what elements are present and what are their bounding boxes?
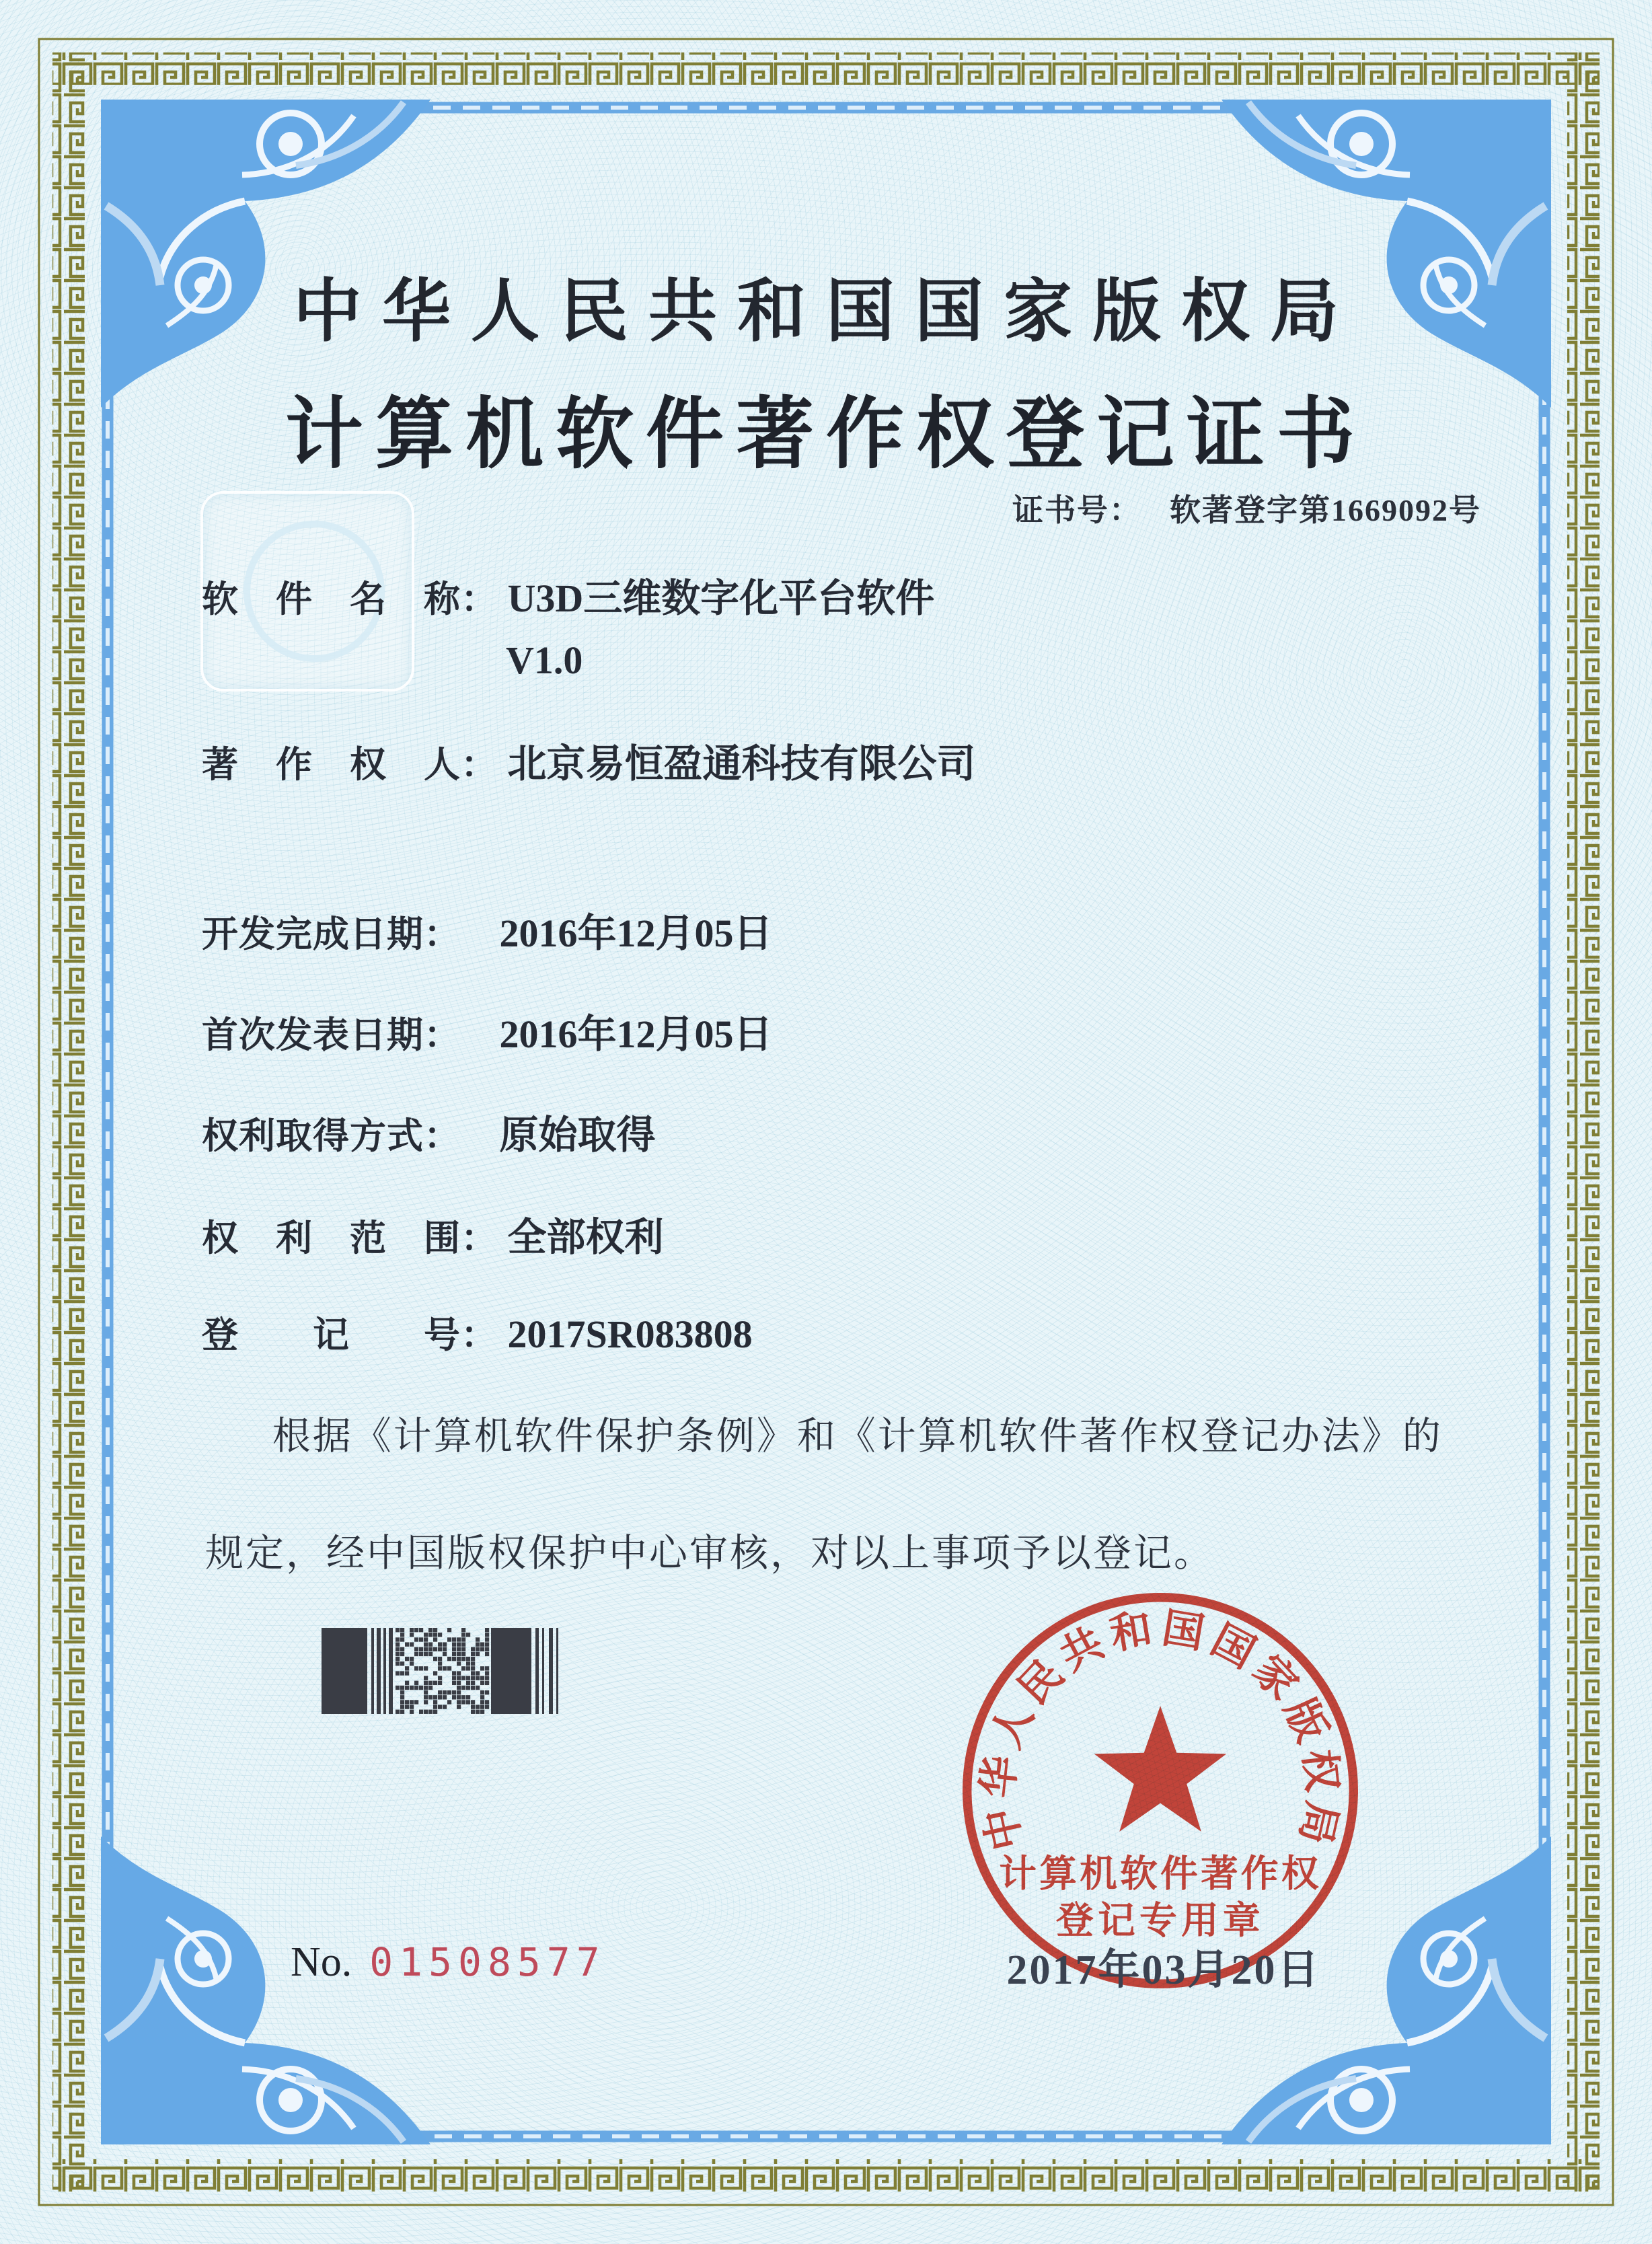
field-label: 权利取得方式： [202,1116,461,1156]
field-label: 著 作 权 人： [202,745,498,785]
field-value: V1.0 [506,638,583,682]
serial-number: 01508577 [369,1939,606,1985]
field-row-copyright-owner [202,732,976,788]
issuer-title: 中华人民共和国国家版权局 [293,274,1359,350]
field-value: 2017SR083808 [507,1312,753,1356]
corner-flourish-top-right [1222,100,1551,408]
corner-flourish-top-left [101,100,430,408]
field-label: 权 利 范 围： [202,1218,498,1259]
field-value: 2016年12月05日 [499,911,773,955]
seal-arc-text: 中华人民共和国国家版权局 [975,1605,1346,1855]
certificate-number-row [1012,486,1481,530]
seal-star-icon [1094,1706,1227,1832]
field-row-completion-date [202,901,773,958]
field-row-rights-acquisition [202,1103,656,1160]
seal-line2: 登记专用章 [1056,1900,1265,1942]
field-value: 北京易恒盈通科技有限公司 [507,742,976,786]
field-label: 开发完成日期： [202,914,461,955]
corner-flourish-bottom-left [101,1836,430,2144]
certificate-number-value: 软著登字第1669092号 [1170,493,1481,527]
statement-line-1: 根据《计算机软件保护条例》和《计算机软件著作权登记办法》的 [272,1415,1443,1458]
field-value: U3D三维数字化平台软件 [507,576,935,620]
field-label: 软 件 名 称： [202,579,498,620]
issue-date: 2017年03月20日 [1006,1947,1321,1993]
field-label: 首次发表日期： [202,1015,461,1055]
certificate-number-label: 证书号： [1012,493,1141,527]
field-value: 全部权利 [507,1216,664,1259]
field-row-registration-number [202,1306,753,1358]
field-value: 原始取得 [499,1113,656,1157]
serial-label: No. [291,1939,352,1985]
seal-line1: 计算机软件著作权 [999,1853,1322,1896]
serial-number-row [291,1939,606,1986]
field-row-software-version [506,638,583,683]
field-row-first-publication-date [202,1002,773,1059]
field-label: 登 记 号： [202,1315,498,1355]
statement-line-2: 规定，经中国版权保护中心审核，对以上事项予以登记。 [205,1532,1214,1575]
certificate-title: 计算机软件著作权登记证书 [285,392,1367,478]
field-value: 2016年12月05日 [499,1012,773,1056]
field-row-software-name [202,566,934,623]
field-row-rights-scope [202,1205,664,1262]
barcode [322,1628,562,1714]
